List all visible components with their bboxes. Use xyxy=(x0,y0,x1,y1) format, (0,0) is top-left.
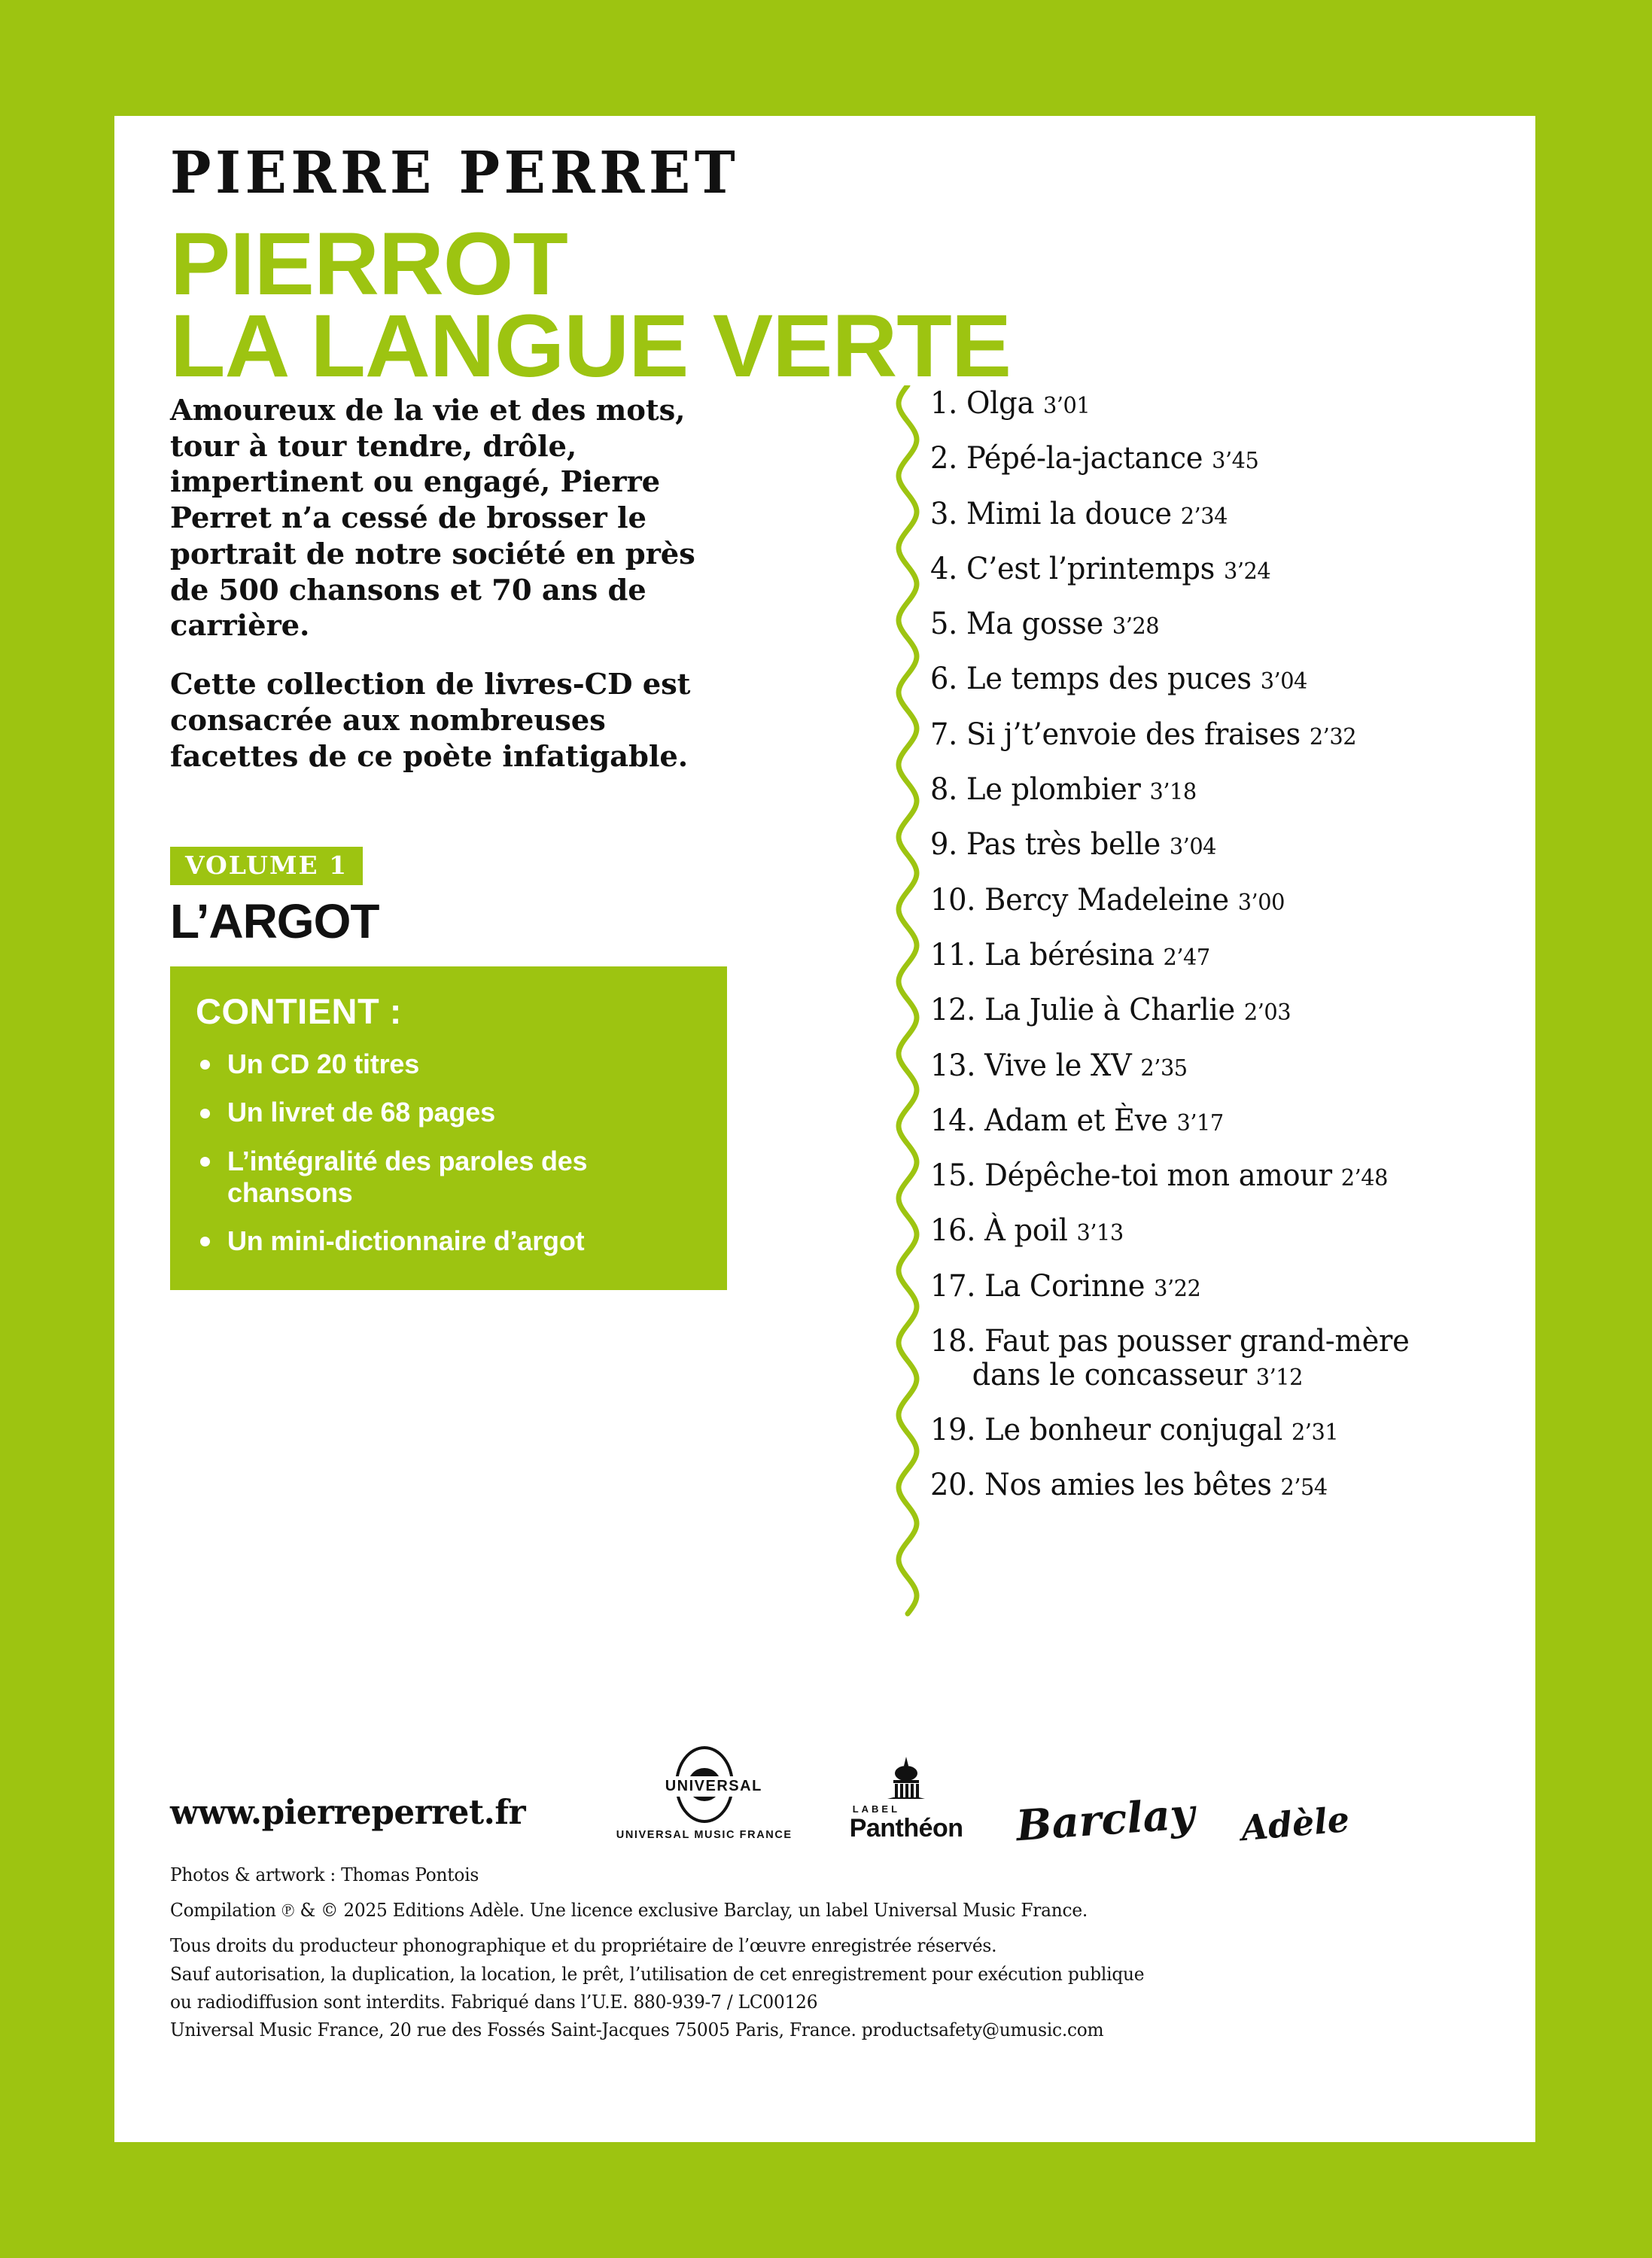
track-number: 20. xyxy=(930,1468,985,1503)
track-title: Le temps des puces xyxy=(966,662,1261,697)
legal-address: Universal Music France, 20 rue des Fossés Saint-Jacques 75005 Paris, France. productsafety@umusic.com xyxy=(170,2019,1104,2041)
list-item xyxy=(196,1146,701,1209)
contient-title: CONTIENT : xyxy=(196,991,402,1032)
track-duration: 2’48 xyxy=(1340,1165,1388,1192)
track-duration: 2’47 xyxy=(1163,944,1210,971)
left-column xyxy=(170,393,727,1290)
editions-adele-logo xyxy=(1239,1798,1351,1849)
track-item xyxy=(930,1159,1480,1193)
legal-text xyxy=(170,1861,1428,2043)
tracklist xyxy=(930,387,1502,1502)
album-title-line-1: PIERROT xyxy=(170,215,567,314)
bullet-icon xyxy=(200,1060,210,1070)
track-title: Bercy Madeleine xyxy=(984,882,1238,918)
barclay-logo xyxy=(1014,1788,1196,1852)
legal-restrictions-1: Sauf autorisation, la duplication, la location, le prêt, l’utilisation de cet enregistrement pour exécution publique xyxy=(170,1962,1145,1985)
track-duration: 2’54 xyxy=(1280,1474,1328,1502)
track-number: 18. xyxy=(930,1324,985,1359)
wavy-divider-icon xyxy=(891,385,924,1620)
track-number: 13. xyxy=(930,1048,985,1083)
bullet-icon xyxy=(200,1109,210,1118)
track-title: Le plombier xyxy=(966,772,1150,808)
track-item xyxy=(930,1214,1480,1248)
logo-row xyxy=(170,1769,1495,1852)
track-title: Olga xyxy=(966,386,1043,421)
adele-wordmark: Adèle xyxy=(1239,1798,1351,1849)
universal-wordmark: UNIVERSAL xyxy=(665,1776,744,1797)
track-number: 3. xyxy=(930,496,966,531)
track-title: Vive le XV xyxy=(984,1048,1141,1083)
white-card xyxy=(114,116,1535,2142)
track-title: La bérésina xyxy=(984,937,1164,972)
footer xyxy=(170,1769,1495,2043)
track-item xyxy=(930,939,1480,972)
track-title: Ma gosse xyxy=(966,607,1112,642)
legal-credits: Photos & artwork : Thomas Pontois xyxy=(170,1864,479,1885)
track-item xyxy=(930,552,1480,586)
pantheon-dome-icon xyxy=(874,1757,939,1803)
header xyxy=(170,139,1495,396)
track-number: 12. xyxy=(930,993,985,1028)
track-item xyxy=(930,994,1480,1027)
track-item xyxy=(930,718,1480,752)
track-item xyxy=(930,498,1480,531)
track-duration: 2’34 xyxy=(1180,503,1228,530)
legal-compilation: Compilation ℗ & © 2025 Editions Adèle. Une licence exclusive Barclay, un label Universal Music France. xyxy=(170,1899,1088,1922)
track-number: 16. xyxy=(930,1213,985,1249)
track-number: 19. xyxy=(930,1413,985,1448)
track-title: Mimi la douce xyxy=(966,496,1181,531)
track-title: Le bonheur conjugal xyxy=(984,1413,1291,1448)
track-title: Si j’t’envoie des fraises xyxy=(966,717,1310,752)
track-number: 10. xyxy=(930,882,985,918)
label-pantheon-logo xyxy=(850,1757,963,1841)
track-item xyxy=(930,773,1480,807)
track-duration: 3’45 xyxy=(1212,448,1259,475)
track-duration: 3’04 xyxy=(1260,668,1307,695)
list-item xyxy=(196,1225,701,1257)
track-item xyxy=(930,607,1480,641)
album-title xyxy=(170,215,1495,396)
track-title: À poil xyxy=(984,1213,1077,1249)
contient-item-label: L’intégralité des paroles des chansons xyxy=(227,1145,588,1208)
track-number: 6. xyxy=(930,662,966,697)
track-duration: 2’03 xyxy=(1243,1000,1291,1027)
track-number: 15. xyxy=(930,1158,985,1194)
blurb-paragraph-1: Amoureux de la vie et des mots, tour à tour tendre, drôle, impertinent ou engagé, Pierre Perret n’a cessé de brosser le portrait de notre société en près de 500 chansons et 70 ans de carrière. xyxy=(170,394,695,644)
volume-badge: VOLUME 1 xyxy=(170,847,363,885)
track-item xyxy=(930,1270,1480,1304)
track-item xyxy=(930,442,1480,476)
pantheon-wordmark: Panthéon xyxy=(849,1814,963,1843)
track-number: 1. xyxy=(930,386,966,421)
universal-sub-label: UNIVERSAL MUSIC FRANCE xyxy=(616,1829,793,1841)
track-number: 5. xyxy=(930,607,966,642)
track-number: 7. xyxy=(930,717,966,752)
track-duration: 3’04 xyxy=(1169,834,1217,861)
list-item xyxy=(196,1097,701,1128)
contient-item-label: Un mini-dictionnaire d’argot xyxy=(227,1225,585,1256)
track-duration: 2’32 xyxy=(1309,723,1357,750)
track-item xyxy=(930,884,1480,918)
track-duration: 3’24 xyxy=(1223,558,1271,585)
track-number: 8. xyxy=(930,772,966,808)
track-title: La Julie à Charlie xyxy=(984,993,1244,1028)
track-title: Adam et Ève xyxy=(984,1103,1177,1138)
track-duration: 3’17 xyxy=(1176,1109,1224,1137)
website-url[interactable]: www.pierreperret.fr xyxy=(170,1792,526,1832)
track-number: 2. xyxy=(930,441,966,476)
track-title: Faut pas pousser grand-mère xyxy=(984,1324,1410,1359)
track-number: 17. xyxy=(930,1268,985,1304)
track-duration: 3’12 xyxy=(1255,1364,1303,1391)
track-number: 14. xyxy=(930,1103,985,1138)
track-duration: 3’18 xyxy=(1149,779,1197,806)
legal-restrictions-2: ou radiodiffusion sont interdits. Fabriqué dans l’U.E. 880-939-7 / LC00126 xyxy=(170,1990,818,2013)
universal-music-france-logo xyxy=(616,1746,793,1841)
track-number: 4. xyxy=(930,551,966,586)
track-number: 11. xyxy=(930,937,985,972)
track-duration: 3’01 xyxy=(1043,393,1091,419)
track-number: 9. xyxy=(930,827,966,863)
artist-name: PIERRE PERRET xyxy=(170,139,740,207)
bullet-icon xyxy=(200,1237,210,1246)
track-title: Pépé-la-jactance xyxy=(966,441,1212,476)
track-title-continued: dans le concasseur 3’12 xyxy=(972,1357,1303,1392)
track-duration: 3’00 xyxy=(1237,889,1285,916)
barclay-wordmark: Barclay xyxy=(1014,1788,1196,1852)
contient-box xyxy=(170,966,727,1290)
track-duration: 3’28 xyxy=(1112,613,1160,641)
track-duration: 2’31 xyxy=(1291,1420,1339,1447)
right-column xyxy=(930,387,1502,1524)
universal-globe-icon xyxy=(665,1746,762,1823)
legal-rights: Tous droits du producteur phonographique et du propriétaire de l’œuvre enregistrée réservés. xyxy=(170,1934,997,1957)
contient-list xyxy=(196,1048,701,1257)
track-item xyxy=(930,387,1480,421)
track-title: La Corinne xyxy=(984,1268,1155,1304)
track-duration: 3’13 xyxy=(1076,1220,1124,1247)
track-title: C’est l’printemps xyxy=(966,551,1224,586)
track-duration: 3’22 xyxy=(1154,1275,1201,1302)
track-item xyxy=(930,1325,1480,1392)
track-title: Pas très belle xyxy=(966,827,1170,863)
track-item xyxy=(930,662,1480,696)
list-item xyxy=(196,1048,701,1080)
blurb-paragraph-2: Cette collection de livres-CD est consacrée aux nombreuses facettes de ce poète infatigable. xyxy=(170,668,691,774)
track-item xyxy=(930,1104,1480,1138)
volume-name: L’ARGOT xyxy=(170,894,379,949)
track-item xyxy=(930,1414,1480,1447)
album-title-line-2: LA LANGUE VERTE xyxy=(170,296,1012,396)
track-item xyxy=(930,828,1480,862)
contient-item-label: Un CD 20 titres xyxy=(227,1048,420,1080)
track-duration: 2’35 xyxy=(1140,1054,1188,1082)
bullet-icon xyxy=(200,1157,210,1167)
blurb xyxy=(170,393,727,774)
track-title: Nos amies les bêtes xyxy=(984,1468,1281,1503)
contient-item-label: Un livret de 68 pages xyxy=(227,1097,495,1128)
track-title: Dépêche-toi mon amour xyxy=(984,1158,1341,1194)
track-item xyxy=(930,1049,1480,1083)
volume-section xyxy=(170,847,727,949)
pantheon-label-text: LABEL xyxy=(852,1803,901,1815)
track-item xyxy=(930,1468,1480,1502)
